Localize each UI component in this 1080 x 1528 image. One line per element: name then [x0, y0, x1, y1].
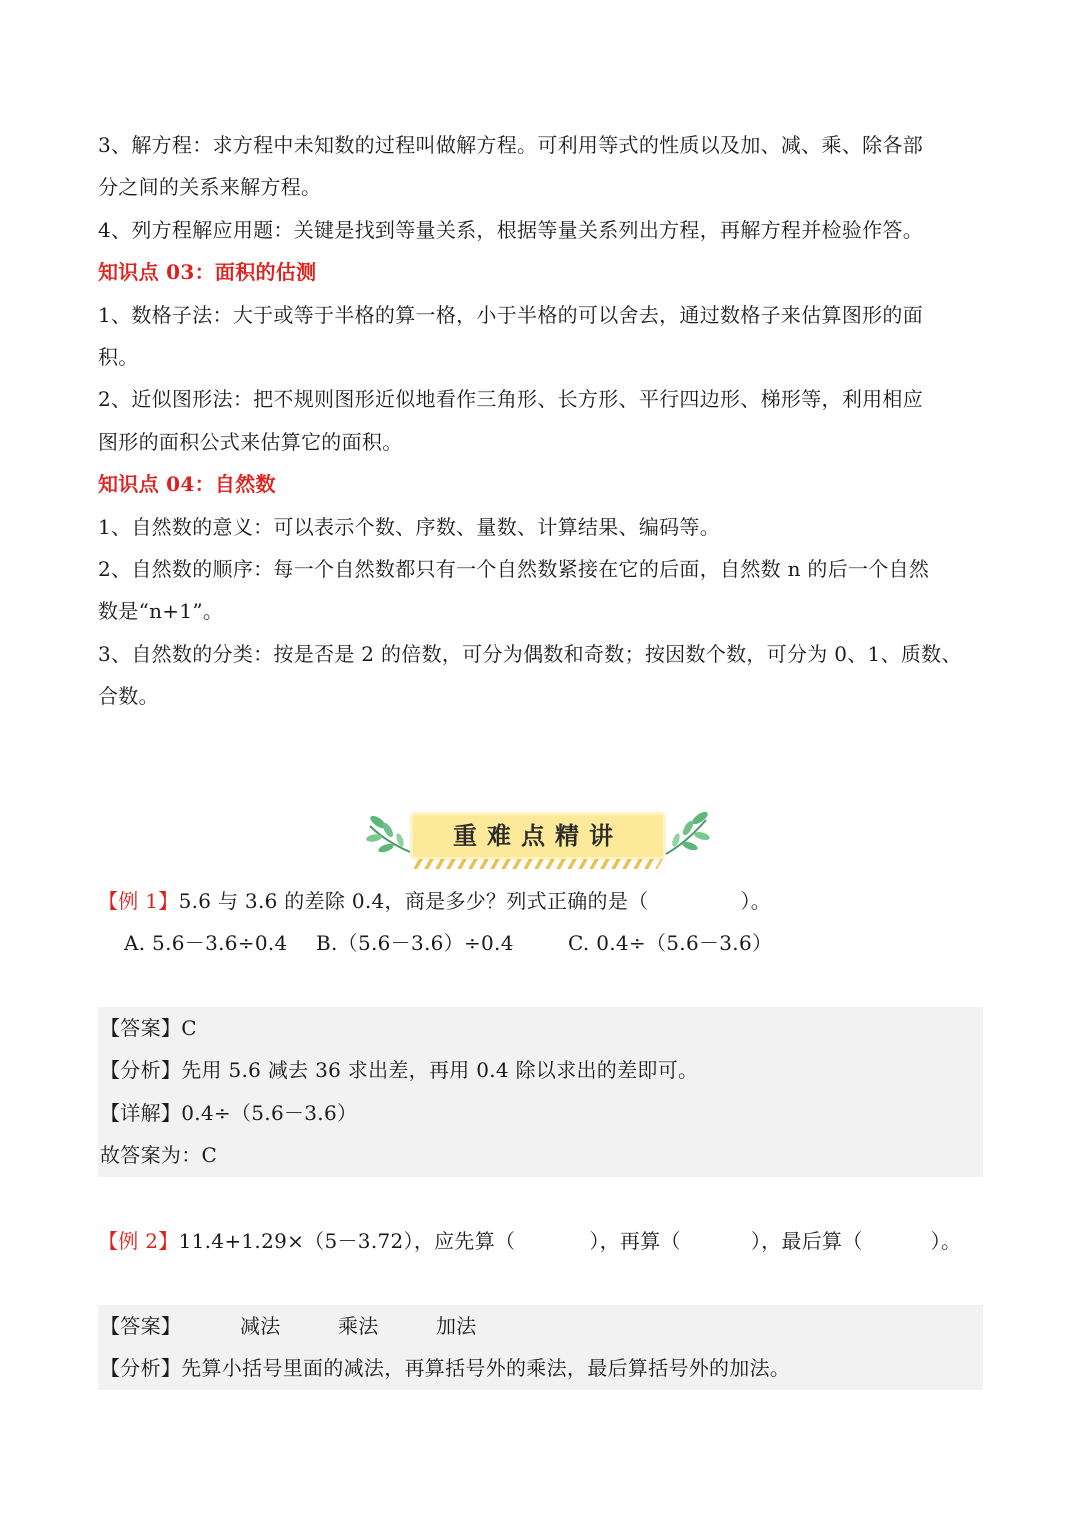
text-line: 合数。	[98, 684, 159, 709]
analysis-line: 【分析】先用 5.6 减去 36 求出差，再用 0.4 除以求出的差即可。	[100, 1058, 699, 1083]
example-tag: 【例 2】	[98, 1229, 179, 1253]
question-text: ）。	[740, 889, 772, 913]
text-line: 分之间的关系来解方程。	[98, 175, 322, 200]
leaf-left-icon	[366, 812, 414, 868]
question-text: 11.4+1.29×（5－3.72），应先算（	[178, 1229, 516, 1253]
detail-line: 【详解】0.4÷（5.6－3.6）	[100, 1100, 358, 1125]
section-banner	[366, 806, 710, 870]
text-line: 4、列方程解应用题：关键是找到等量关系，根据等量关系列出方程，再解方程并检验作答。	[98, 217, 924, 242]
example-1	[98, 880, 772, 965]
knowledge-point-heading: 知识点 04：自然数	[98, 472, 276, 497]
knowledge-section	[98, 124, 983, 717]
question-text: 5.6 与 3.6 的差除 0.4，商是多少？列式正确的是（	[178, 889, 649, 913]
leaf-right-icon	[662, 810, 710, 866]
example-question	[98, 880, 772, 922]
text-line: 2、自然数的顺序：每一个自然数都只有一个自然数紧接在它的后面，自然数 n 的后一个自然	[98, 556, 930, 581]
answer-value: 乘法	[338, 1314, 379, 1338]
text-line: 1、自然数的意义：可以表示个数、序数、量数、计算结果、编码等。	[98, 514, 721, 539]
banner-title: 重难点精讲	[453, 822, 623, 850]
analysis-line: 【分析】先算小括号里面的减法，再算括号外的乘法，最后算括号外的加法。	[100, 1356, 791, 1381]
option-a[interactable]: A. 5.6－3.6÷0.4	[124, 931, 288, 956]
answer-line: 【答案】C	[100, 1016, 197, 1040]
knowledge-point-heading: 知识点 03：面积的估测	[98, 260, 317, 285]
example-1-answer-box	[98, 1007, 983, 1177]
question-text: ）。	[930, 1229, 962, 1253]
text-line: 积。	[98, 344, 139, 369]
example-2	[98, 1220, 961, 1262]
answer-line	[98, 1305, 983, 1347]
answer-value: 减法	[240, 1314, 281, 1338]
text-line: 1、数格子法：大于或等于半格的算一格，小于半格的可以舍去，通过数格子来估算图形的面	[98, 302, 924, 327]
example-question	[98, 1220, 961, 1262]
text-line: 3、解方程：求方程中未知数的过程叫做解方程。可利用等式的性质以及加、减、乘、除各部	[98, 133, 924, 157]
question-text: ），最后算（	[750, 1229, 863, 1253]
banner-box	[410, 812, 666, 860]
example-tag: 【例 1】	[98, 889, 179, 913]
options-row	[98, 922, 772, 964]
text-line: 数是“n+1”。	[98, 599, 224, 624]
example-2-answer-box	[98, 1305, 983, 1390]
final-line: 故答案为：C	[100, 1143, 218, 1168]
text-line: 3、自然数的分类：按是否是 2 的倍数，可分为偶数和奇数；按因数个数，可分为 0、1、质数、	[98, 641, 962, 666]
text-line: 2、近似图形法：把不规则图形近似地看作三角形、长方形、平行四边形、梯形等，利用相应	[98, 387, 924, 412]
answer-label: 【答案】	[100, 1314, 182, 1338]
question-text: ），再算（	[589, 1229, 681, 1253]
text-line: 图形的面积公式来估算它的面积。	[98, 429, 403, 454]
banner-fringe	[413, 859, 663, 869]
answer-value: 加法	[436, 1314, 477, 1338]
option-c[interactable]: C. 0.4÷（5.6－3.6）	[568, 931, 773, 956]
option-b[interactable]: B.（5.6－3.6）÷0.4	[316, 931, 514, 956]
